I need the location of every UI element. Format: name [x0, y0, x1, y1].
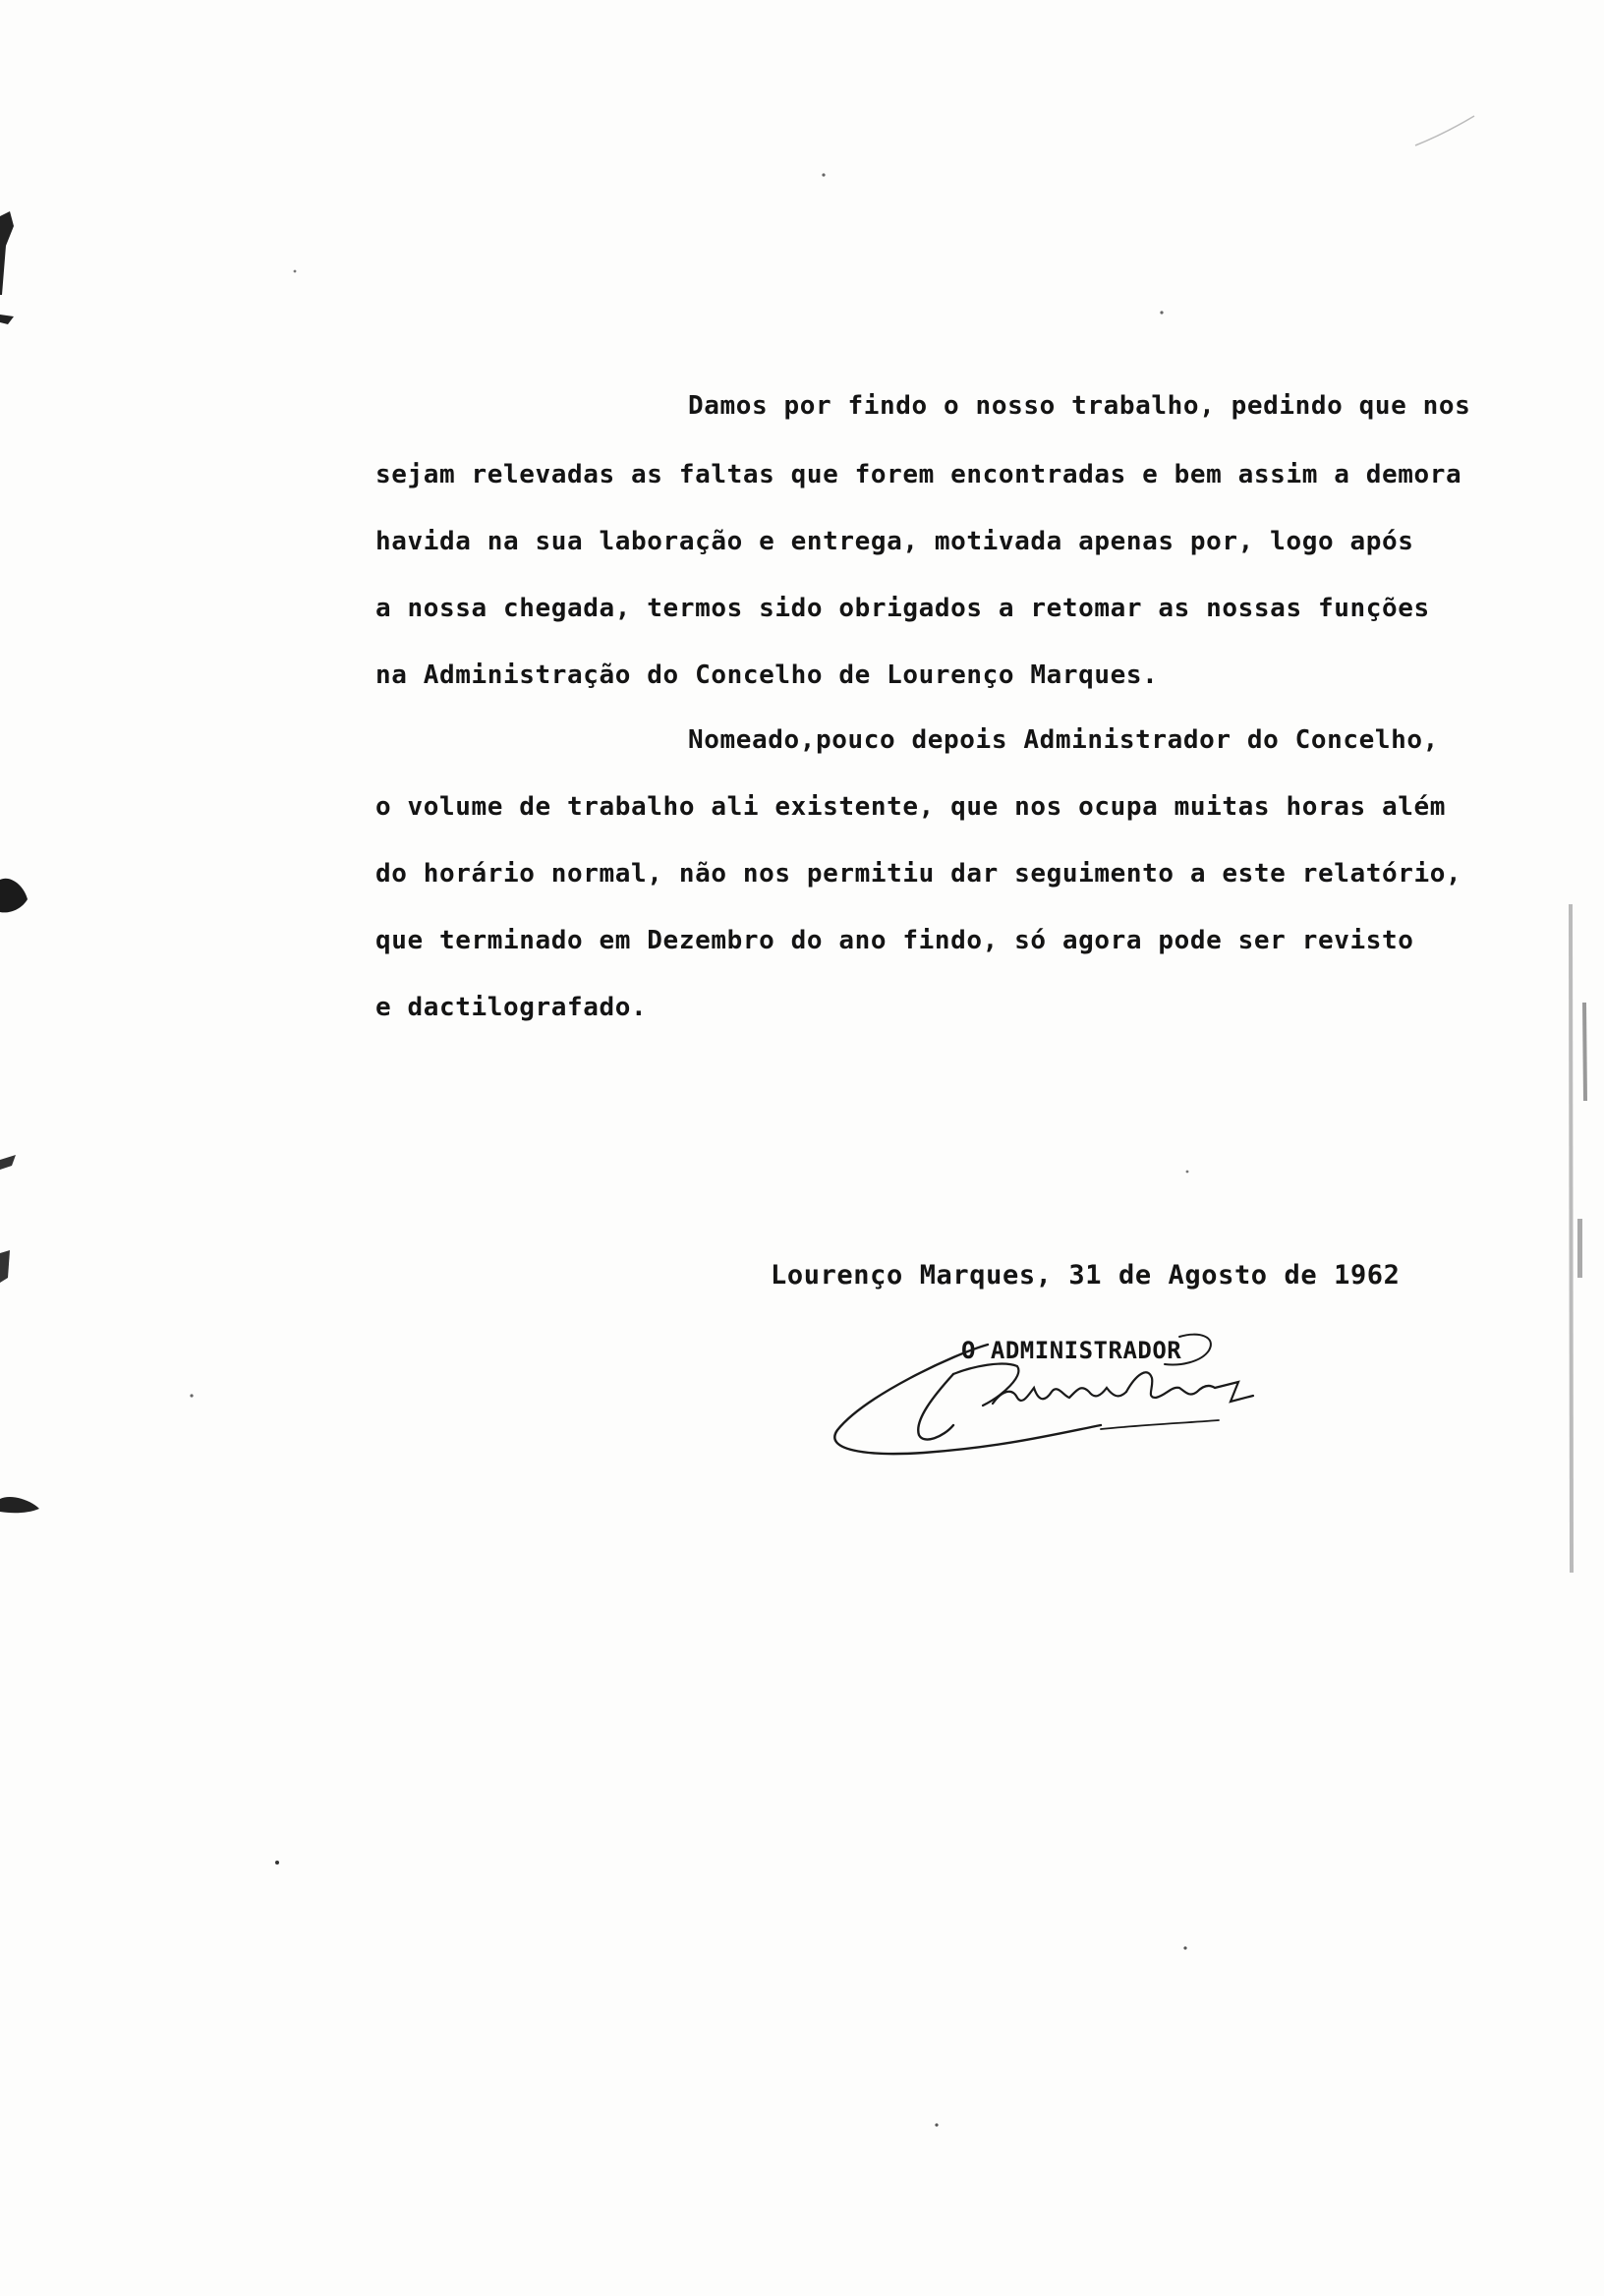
dateline: Lourenço Marques, 31 de Agosto de 1962 [771, 1260, 1401, 1291]
signatory-title: O ADMINISTRADOR [961, 1337, 1182, 1364]
paragraph-1-line-5: na Administração do Concelho de Lourenço Marques. [375, 660, 1159, 690]
paragraph-1-line-3: havida na sua laboração e entrega, motivada apenas por, logo após [375, 527, 1414, 556]
paragraph-2-line-3: do horário normal, não nos permitiu dar seguimento a este relatório, [375, 859, 1462, 889]
paragraph-1-line-2: sejam relevadas as faltas que forem encontradas e bem assim a demora [375, 460, 1462, 489]
paragraph-2-line-5: e dactilografado. [375, 993, 648, 1022]
paragraph-1-line-4: a nossa chegada, termos sido obrigados a retomar as nossas funções [375, 594, 1430, 623]
paragraph-2-line-2: o volume de trabalho ali existente, que nos ocupa muitas horas além [375, 792, 1446, 822]
handwritten-signature [806, 1327, 1317, 1464]
paragraph-2-line-4: que terminado em Dezembro do ano findo, só agora pode ser revisto [375, 926, 1414, 955]
paragraph-2-line-1: Nomeado,pouco depois Administrador do Concelho, [688, 725, 1439, 755]
paragraph-1-line-1: Damos por findo o nosso trabalho, pedindo que nos [688, 391, 1471, 421]
